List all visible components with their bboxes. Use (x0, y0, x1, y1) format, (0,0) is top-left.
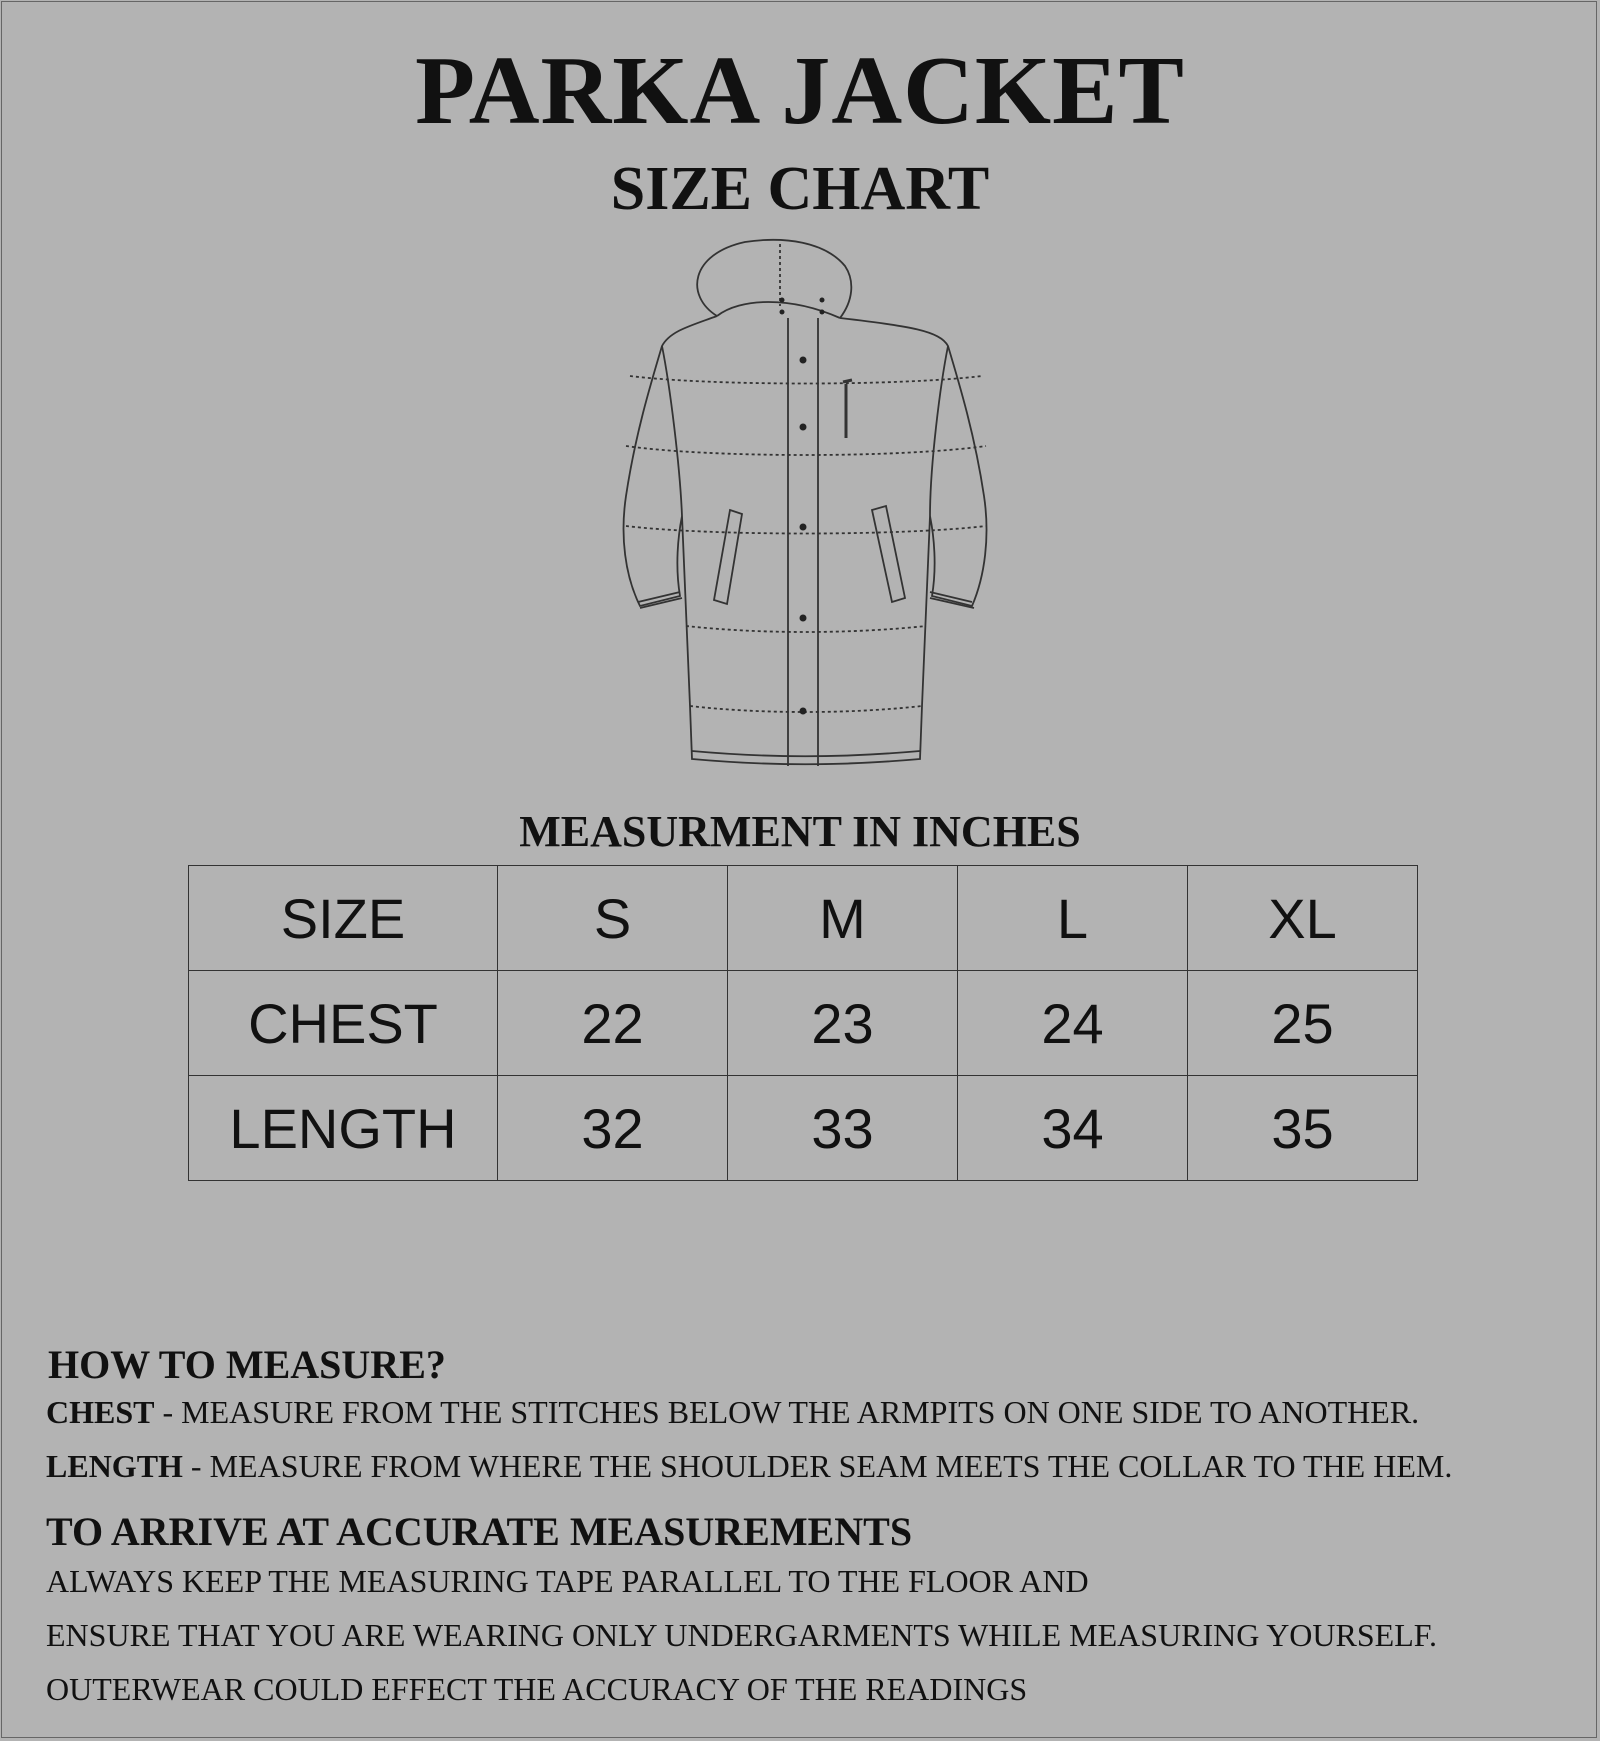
accurate-line: ALWAYS KEEP THE MEASURING TAPE PARALLEL TO THE FLOOR AND (46, 1563, 1089, 1599)
how-to-measure-heading: HOW TO MEASURE? (48, 1342, 446, 1387)
table-row (189, 1076, 1418, 1181)
chest-pocket-zip (843, 380, 852, 438)
table-header-row (189, 866, 1418, 971)
right-side-pocket (872, 506, 905, 602)
chest-instruction (46, 1396, 1419, 1428)
quilt-line-2 (626, 446, 986, 455)
table-cell: 34 (958, 1076, 1188, 1181)
table-cell: 22 (498, 971, 728, 1076)
header-cell: L (958, 866, 1188, 971)
table-cell: 24 (958, 971, 1188, 1076)
header-cell: S (498, 866, 728, 971)
units-label: MEASURMENT IN INCHES (519, 807, 1081, 856)
table-row (189, 971, 1418, 1076)
table-cell: 32 (498, 1076, 728, 1181)
accurate-measurements-heading: TO ARRIVE AT ACCURATE MEASUREMENTS (46, 1509, 913, 1554)
table-cell: 23 (728, 971, 958, 1076)
left-side-pocket (714, 510, 742, 604)
quilt-line-4 (686, 626, 926, 632)
accurate-line: ENSURE THAT YOU ARE WEARING ONLY UNDERGARMENTS WHILE MEASURING YOURSELF. (46, 1617, 1437, 1653)
row-label: CHEST (189, 971, 498, 1076)
page-title: PARKA JACKET (415, 37, 1185, 145)
quilt-line-1 (630, 376, 982, 384)
row-label: LENGTH (189, 1076, 498, 1181)
header-cell: SIZE (189, 866, 498, 971)
size-chart-table (188, 865, 1418, 1181)
parka-jacket-illustration (590, 236, 1010, 796)
header-cell: M (728, 866, 958, 971)
table-cell: 35 (1188, 1076, 1418, 1181)
right-sleeve-seam (930, 346, 948, 516)
accurate-line: OUTERWEAR COULD EFFECT THE ACCURACY OF THE READINGS (46, 1671, 1028, 1707)
left-sleeve-seam (662, 346, 682, 516)
hood-outline (697, 240, 851, 318)
table-cell: 33 (728, 1076, 958, 1181)
chest-text: - MEASURE FROM THE STITCHES BELOW THE ARMPITS ON ONE SIDE TO ANOTHER. (154, 1394, 1420, 1430)
length-instruction (46, 1450, 1452, 1482)
header-cell: XL (1188, 866, 1418, 971)
length-label: LENGTH (46, 1448, 183, 1484)
chest-label: CHEST (46, 1394, 155, 1430)
table-cell: 25 (1188, 971, 1418, 1076)
length-text: - MEASURE FROM WHERE THE SHOULDER SEAM MEETS THE COLLAR TO THE HEM. (182, 1448, 1453, 1484)
right-cuff (930, 592, 974, 608)
page-subtitle: SIZE CHART (610, 155, 990, 223)
hem-line (692, 751, 920, 756)
